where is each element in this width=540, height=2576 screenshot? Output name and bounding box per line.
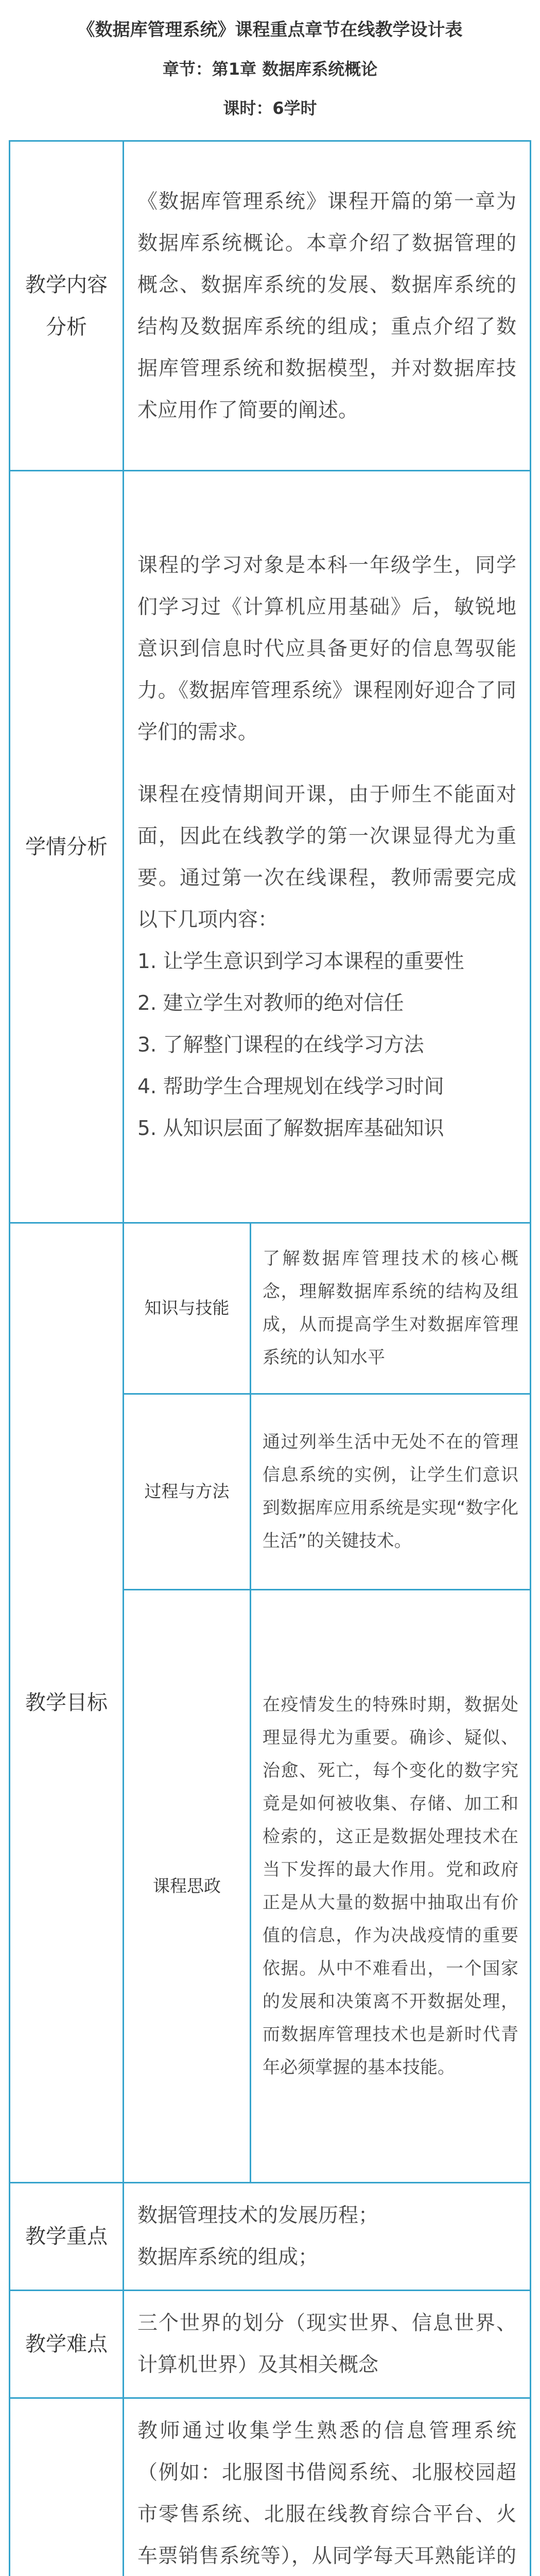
strategy-text: 教师通过收集学生熟悉的信息管理系统（例如：北服图书借阅系统、北服校园超市零售系统、北服在线教育综合平台、火车票销售系统等），从同学每天耳熟能详的 xyxy=(137,2419,516,2568)
list-item: 5. 从知识层面了解数据库基础知识 xyxy=(137,1116,444,1140)
row-student-analysis xyxy=(10,471,531,1223)
row-key-points xyxy=(10,2183,531,2291)
row-difficulties xyxy=(10,2291,531,2398)
row-label xyxy=(10,2398,124,2576)
difficulty-text: 三个世界的划分（现实世界、信息世界、计算机世界）及其相关概念 xyxy=(137,2312,516,2377)
goal-text: 在疫情发生的特殊时期，数据处理显得尤为重要。确诊、疑似、治愈、死亡，每个变化的数字究竟是如何被收集、存储、加工和检索的，这正是数据处理技术在当下发挥的最大作用。党和政府正是从大量的数据中抽取出有价值的信息，作为决战疫情的重要依据。从中不难看出，一个国家的发展和决策离不开数据处理，而数据库管理技术也是新时代青年必须掌握的基本技能。 xyxy=(251,1589,530,2182)
goal-process-row xyxy=(124,1394,530,1589)
row-content xyxy=(124,2183,531,2291)
row-label: 教学难点 xyxy=(10,2291,124,2398)
goal-ideology-row xyxy=(124,1589,530,2182)
goal-text: 通过列举生活中无处不在的管理信息系统的实例，让学生们意识到数据库应用系统是实现“数字化生活”的关键技术。 xyxy=(251,1394,530,1589)
goal-label: 过程与方法 xyxy=(124,1394,251,1589)
goal-label: 课程思政 xyxy=(124,1589,251,2182)
content-analysis-text: 《数据库管理系统》课程开篇的第一章为数据库系统概论。本章介绍了数据管理的概念、数据库系统的发展、数据库系统的结构及数据库系统的组成；重点介绍了数据库管理系统和数据模型，并对数据库技术应用作了简要的阐述。 xyxy=(137,190,516,422)
row-content xyxy=(124,471,531,1223)
goal-knowledge-row xyxy=(124,1224,530,1394)
list-item: 2. 建立学生对教师的绝对信任 xyxy=(137,991,404,1015)
goal-label: 知识与技能 xyxy=(124,1224,251,1394)
document-header xyxy=(0,0,540,140)
goals-subtable-cell xyxy=(124,1223,531,2183)
row-label: 教学内容分析 xyxy=(10,141,124,471)
row-content-analysis xyxy=(10,141,531,471)
goals-subtable xyxy=(124,1224,530,2182)
row-content xyxy=(124,141,531,471)
row-label: 学情分析 xyxy=(10,471,124,1223)
list-item: 3. 了解整门课程的在线学习方法 xyxy=(137,1033,424,1057)
design-table xyxy=(9,140,531,2576)
list-item: 1. 让学生意识到学习本课程的重要性 xyxy=(137,950,464,973)
row-content xyxy=(124,2291,531,2398)
row-label: 教学重点 xyxy=(10,2183,124,2291)
row-content xyxy=(124,2398,531,2576)
chapter-line: 章节：第1章 数据库系统概论 xyxy=(162,59,378,79)
row-label: 教学目标 xyxy=(10,1223,124,2183)
list-item: 4. 帮助学生合理规划在线学习时间 xyxy=(137,1075,444,1098)
goal-text: 了解数据库管理技术的核心概念，理解数据库系统的结构及组成，从而提高学生对数据库管理系统的认知水平 xyxy=(251,1224,530,1394)
row-strategy xyxy=(10,2398,531,2576)
student-analysis-para-1: 课程的学习对象是本科一年级学生，同学们学习过《计算机应用基础》后，敏锐地意识到信息时代应具备更好的信息驾驭能力。《数据库管理系统》课程刚好迎合了同学们的需求。 xyxy=(137,553,516,744)
hours-line: 课时：6学时 xyxy=(223,98,317,118)
row-teaching-goals xyxy=(10,1223,531,2183)
document-title: 《数据库管理系统》课程重点章节在线教学设计表 xyxy=(77,20,463,40)
key-point-line: 数据管理技术的发展历程； xyxy=(137,2204,379,2227)
student-analysis-para-2: 课程在疫情期间开课，由于师生不能面对面，因此在线教学的第一次课显得尤为重要。通过第一次在线课程，教师需要完成以下几项内容： xyxy=(137,783,516,931)
key-point-line: 数据库系统的组成； xyxy=(137,2246,319,2269)
